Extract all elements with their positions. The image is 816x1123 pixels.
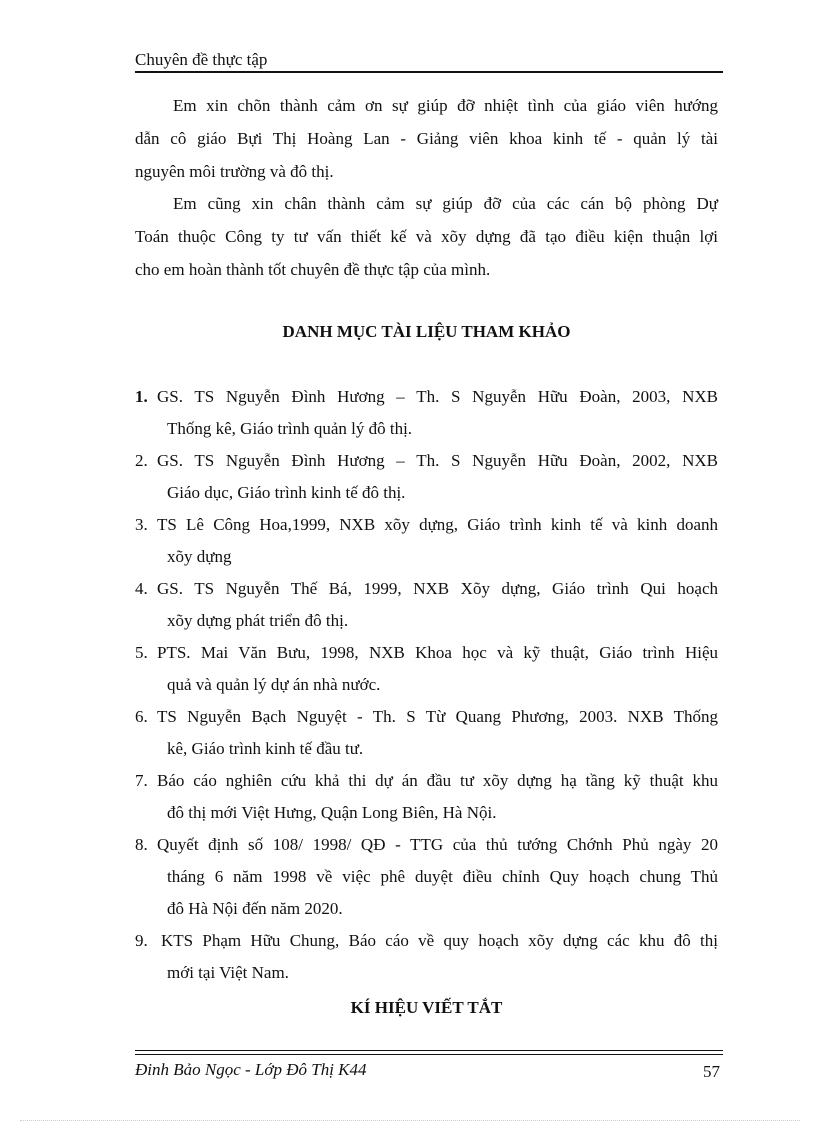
reference-text-line: PTS. Mai Văn Bưu, 1998, NXB Khoa học và kỹ thuật, Giáo trình Hiệu	[157, 643, 718, 662]
text-line: dẫn cô giáo Bựi Thị Hoàng Lan - Giảng viên khoa kinh tế - quản lý tài	[135, 129, 718, 148]
reference-text-line: tháng 6 năm 1998 về việc phê duyệt điều chỉnh Quy hoạch chung Thủ	[167, 867, 718, 886]
reference-text-line: đô thị mới Việt Hưng, Quận Long Biên, Hà Nội.	[167, 803, 497, 822]
reference-number: 3.	[135, 515, 148, 534]
text-line: Em xin chõn thành cảm ơn sự giúp đỡ nhiệt tình của giáo viên hướng	[173, 96, 718, 115]
reference-item	[135, 765, 718, 829]
reference-text-line: TS Lê Công Hoa,1999, NXB xõy dựng, Giáo trình kinh tế và kinh doanh	[157, 515, 718, 534]
reference-item	[135, 381, 718, 445]
reference-text-line: Quyết định số 108/ 1998/ QĐ - TTG của thủ tướng Chớnh Phủ ngày 20	[157, 835, 718, 854]
page-edge	[20, 1120, 800, 1121]
abbreviations-heading: KÍ HIỆU VIẾT TẮT	[350, 998, 503, 1017]
reference-number: 4.	[135, 579, 148, 598]
references-list	[135, 381, 718, 989]
text-line: Toán thuộc Công ty tư vấn thiết kế và xõy dựng đã tạo điều kiện thuận lợi	[135, 227, 718, 246]
reference-text-line: Giáo dục, Giáo trình kinh tế đô thị.	[167, 483, 406, 502]
reference-item	[135, 701, 718, 765]
footer-rule	[135, 1054, 723, 1055]
reference-text-line: TS Nguyễn Bạch Nguyệt - Th. S Từ Quang Phương, 2003. NXB Thống	[157, 707, 718, 726]
reference-text-line: KTS Phạm Hữu Chung, Báo cáo về quy hoạch xõy dựng các khu đô thị	[161, 931, 718, 950]
reference-number: 9.	[135, 931, 148, 950]
reference-number: 1.	[135, 387, 148, 406]
page-number: 57	[703, 1062, 720, 1081]
reference-item	[135, 573, 718, 637]
reference-text-line: Báo cáo nghiên cứu khả thi dự án đầu tư xõy dựng hạ tầng kỹ thuật khu	[157, 771, 718, 790]
text-line: Em cũng xin chân thành cảm sự giúp đỡ của các cán bộ phòng Dự	[173, 194, 718, 213]
text-line: nguyên môi trường và đô thị.	[135, 162, 334, 181]
reference-text-line: GS. TS Nguyễn Thế Bá, 1999, NXB Xõy dựng, Giáo trình Qui hoạch	[157, 579, 718, 598]
reference-text-line: GS. TS Nguyễn Đình Hương – Th. S Nguyễn Hữu Đoàn, 2002, NXB	[157, 451, 718, 470]
page-header-title: Chuyên đề thực tập	[135, 50, 268, 69]
reference-item	[135, 925, 718, 989]
reference-item	[135, 829, 718, 925]
reference-text-line: kê, Giáo trình kinh tế đầu tư.	[167, 739, 364, 758]
reference-text-line: xõy dựng	[167, 547, 232, 566]
reference-text-line: Thống kê, Giáo trình quản lý đô thị.	[167, 419, 413, 438]
reference-text-line: mới tại Việt Nam.	[167, 963, 289, 982]
reference-number: 6.	[135, 707, 148, 726]
reference-text-line: xõy dựng phát triển đô thị.	[167, 611, 349, 630]
header-rule	[135, 71, 723, 73]
references-heading: DANH MỤC TÀI LIỆU THAM KHẢO	[282, 322, 571, 341]
reference-text-line: quả và quản lý dự án nhà nước.	[167, 675, 381, 694]
acknowledgement-paragraph-2	[135, 187, 718, 286]
reference-number: 5.	[135, 643, 148, 662]
text-line: cho em hoàn thành tốt chuyên đề thực tập của mình.	[135, 260, 491, 279]
reference-item	[135, 445, 718, 509]
reference-text-line: đô Hà Nội đến năm 2020.	[167, 899, 343, 918]
footer-author: Đinh Bảo Ngọc - Lớp Đô Thị K44	[135, 1060, 367, 1079]
reference-number: 8.	[135, 835, 148, 854]
reference-number: 7.	[135, 771, 148, 790]
acknowledgement-paragraph-1	[135, 89, 718, 188]
reference-number: 2.	[135, 451, 148, 470]
reference-item	[135, 637, 718, 701]
footer-rule	[135, 1050, 723, 1051]
reference-item	[135, 509, 718, 573]
reference-text-line: GS. TS Nguyễn Đình Hương – Th. S Nguyễn Hữu Đoàn, 2003, NXB	[157, 387, 718, 406]
